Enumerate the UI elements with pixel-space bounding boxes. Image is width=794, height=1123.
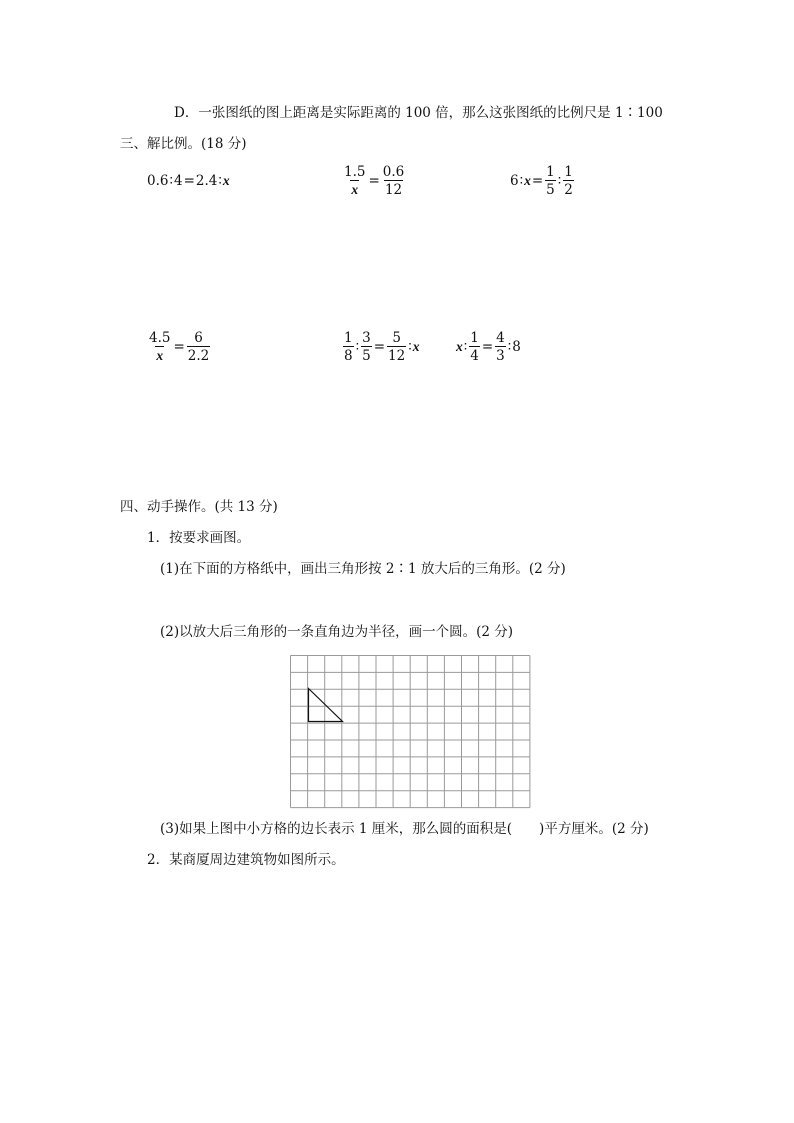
equation-3: 6 ∶ x = $\frac{1}{5}$ ∶ $\frac{1}{2}$ [510,164,573,198]
equation-2: $\frac{1.5}{x}$ = $\frac{0.6}{12}$ [344,164,405,198]
question-1: 1．按要求画图。 [147,530,251,546]
fraction: $\frac{1}{5}$ [546,164,555,198]
grid-lines [291,656,530,808]
fraction: $\frac{1.5}{x}$ [344,164,366,197]
fraction: $\frac{3}{5}$ [362,330,371,364]
equation-5: $\frac{1}{8}$ ∶ $\frac{3}{5}$ = $\frac{5}{12}$ ∶ x [344,330,420,364]
fraction: $\frac{4.5}{x}$ [149,330,171,363]
fraction: $\frac{1}{4}$ [470,330,479,364]
equation-4: $\frac{4.5}{x}$ = $\frac{6}{2.2}$ [149,330,210,364]
fraction: $\frac{1}{2}$ [564,164,573,198]
fraction: $\frac{6}{2.2}$ [187,330,210,364]
grid-paper [290,655,534,809]
question-1-part-1: (1)在下面的方格纸中，画出三角形按 2∶1 放大后的三角形。(2 分) [160,561,566,577]
option-d: D．一张图纸的图上距离是实际距离的 100 倍，那么这张图纸的比例尺是 1∶100 [174,105,663,121]
fraction: $\frac{0.6}{12}$ [382,164,405,198]
right-triangle [309,689,343,722]
fraction: $\frac{1}{8}$ [344,330,353,364]
equation-6: x ∶ $\frac{1}{4}$ = $\frac{4}{3}$ ∶ 8 [456,330,521,364]
fraction: $\frac{5}{12}$ [388,330,406,364]
equation-1: 0.6 ∶ 4 = 2.4 ∶ x [147,173,230,189]
question-1-part-2: (2)以放大后三角形的一条直角边为半径，画一个圆。(2 分) [160,624,514,640]
fraction: $\frac{4}{3}$ [496,330,505,364]
section-3-title: 三、解比例。(18 分) [120,136,247,152]
section-4-title: 四、动手操作。(共 13 分) [120,499,278,515]
question-2: 2．某商厦周边建筑物如图所示。 [147,852,345,868]
question-1-part-3: (3)如果上图中小方格的边长表示 1 厘米，那么圆的面积是( )平方厘米。(2 分) [160,821,649,837]
